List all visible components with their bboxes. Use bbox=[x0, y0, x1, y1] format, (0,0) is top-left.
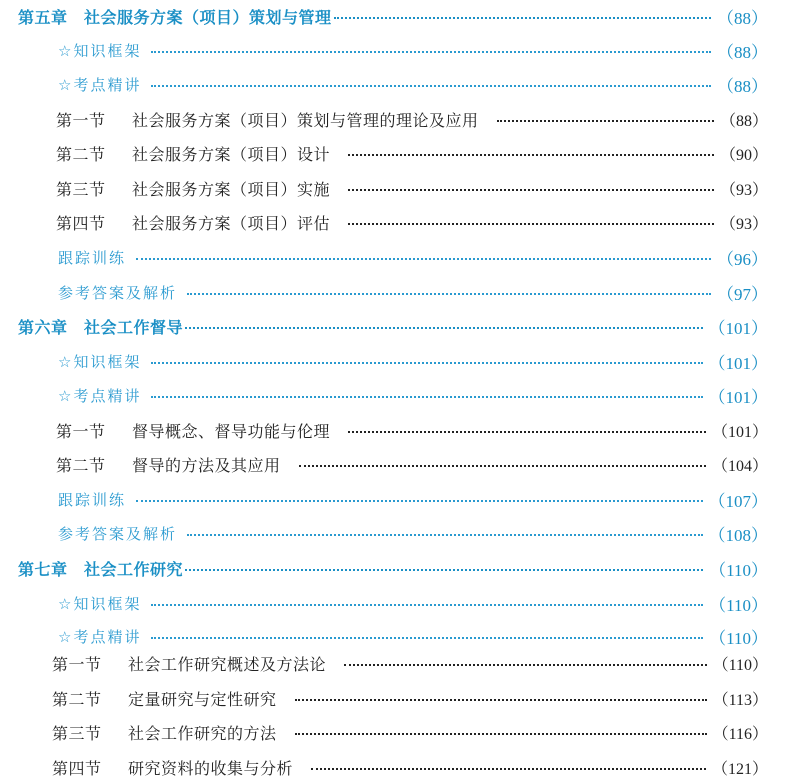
page-number: （88） bbox=[717, 76, 768, 96]
page-number: （104） bbox=[711, 457, 768, 475]
page-number: （93） bbox=[719, 215, 768, 233]
toc-sub-row[interactable] bbox=[0, 277, 790, 307]
toc-section-row[interactable] bbox=[0, 717, 790, 747]
page-number: （110） bbox=[712, 656, 768, 674]
section-number: 第四节 bbox=[52, 758, 102, 778]
page-number: （88） bbox=[717, 8, 768, 28]
section-title bbox=[56, 108, 479, 131]
page-number: （110） bbox=[709, 560, 768, 580]
toc-sub-row[interactable] bbox=[0, 621, 790, 651]
page-number: （113） bbox=[712, 691, 768, 709]
dot-leader bbox=[151, 85, 711, 87]
section-name: 社会服务方案（项目）设计 bbox=[132, 144, 331, 164]
section-title bbox=[52, 652, 326, 675]
page-number: （101） bbox=[708, 387, 768, 407]
toc-sub-row[interactable] bbox=[0, 35, 790, 65]
page-number: （101） bbox=[711, 423, 768, 441]
sub-entry-label: 跟踪训练 bbox=[58, 248, 127, 267]
dot-leader bbox=[348, 223, 714, 225]
toc-section-row[interactable] bbox=[0, 415, 790, 445]
dot-leader bbox=[348, 154, 714, 156]
section-name: 定量研究与定性研究 bbox=[128, 689, 277, 709]
section-number: 第三节 bbox=[52, 723, 102, 743]
sub-entry-label: 参考答案及解析 bbox=[58, 283, 178, 302]
toc-section-row[interactable] bbox=[0, 173, 790, 203]
section-name: 研究资料的收集与分析 bbox=[128, 758, 294, 778]
toc-section-row[interactable] bbox=[0, 104, 790, 134]
page-number: （93） bbox=[719, 181, 768, 199]
section-number: 第二节 bbox=[56, 144, 106, 164]
page-number: （88） bbox=[719, 112, 768, 130]
toc-chapter-row[interactable] bbox=[0, 553, 790, 583]
toc-section-row[interactable] bbox=[0, 449, 790, 479]
toc-sub-row[interactable] bbox=[0, 518, 790, 548]
dot-leader bbox=[295, 699, 707, 701]
toc-section-row[interactable] bbox=[0, 207, 790, 237]
sub-entry-label: ☆知识框架 bbox=[58, 352, 142, 371]
section-title bbox=[52, 687, 277, 710]
dot-leader bbox=[151, 604, 703, 606]
toc-sub-row[interactable] bbox=[0, 346, 790, 376]
dot-leader bbox=[497, 120, 714, 122]
section-number: 第二节 bbox=[56, 455, 106, 475]
dot-leader bbox=[136, 500, 702, 502]
page-number: （110） bbox=[709, 595, 768, 615]
sub-entry-label: ☆知识框架 bbox=[58, 594, 142, 613]
toc-chapter-row[interactable] bbox=[0, 1, 790, 31]
dot-leader bbox=[151, 51, 711, 53]
section-name: 督导概念、督导功能与伦理 bbox=[132, 421, 331, 441]
dot-leader bbox=[348, 189, 714, 191]
toc-section-row[interactable] bbox=[0, 752, 790, 782]
dot-leader bbox=[151, 637, 703, 639]
section-name: 社会服务方案（项目）策划与管理的理论及应用 bbox=[132, 110, 479, 130]
page-number: （88） bbox=[717, 42, 768, 62]
chapter-title: 第六章 社会工作督导 bbox=[18, 319, 184, 337]
sub-entry-label: 跟踪训练 bbox=[58, 490, 127, 509]
sub-entry-label: ☆考点精讲 bbox=[58, 75, 142, 94]
dot-leader bbox=[151, 362, 702, 364]
page-number: （90） bbox=[719, 146, 768, 164]
dot-leader bbox=[344, 664, 707, 666]
toc-sub-row[interactable] bbox=[0, 588, 790, 618]
section-number: 第一节 bbox=[56, 110, 106, 130]
page-number: （107） bbox=[708, 491, 768, 511]
page-number: （108） bbox=[708, 525, 768, 545]
section-number: 第一节 bbox=[52, 654, 102, 674]
sub-entry-label: ☆考点精讲 bbox=[58, 386, 142, 405]
toc-sub-row[interactable] bbox=[0, 69, 790, 99]
section-title bbox=[56, 419, 330, 442]
toc-section-row[interactable] bbox=[0, 648, 790, 678]
dot-leader bbox=[151, 396, 702, 398]
section-number: 第二节 bbox=[52, 689, 102, 709]
dot-leader bbox=[187, 534, 702, 536]
dot-leader bbox=[334, 17, 711, 19]
page-number: （110） bbox=[709, 628, 768, 648]
page-number: （101） bbox=[708, 318, 768, 338]
toc-chapter-row[interactable] bbox=[0, 311, 790, 341]
dot-leader bbox=[185, 569, 703, 571]
dot-leader bbox=[348, 431, 706, 433]
page-number: （97） bbox=[717, 284, 768, 304]
chapter-title: 第七章 社会工作研究 bbox=[18, 561, 184, 579]
section-name: 社会工作研究概述及方法论 bbox=[128, 654, 327, 674]
section-number: 第四节 bbox=[56, 213, 106, 233]
toc-sub-row[interactable] bbox=[0, 242, 790, 272]
section-name: 社会服务方案（项目）实施 bbox=[132, 179, 331, 199]
section-number: 第一节 bbox=[56, 421, 106, 441]
dot-leader bbox=[295, 733, 707, 735]
section-title bbox=[56, 177, 330, 200]
sub-entry-label: 参考答案及解析 bbox=[58, 524, 178, 543]
toc-sub-row[interactable] bbox=[0, 380, 790, 410]
toc-section-row[interactable] bbox=[0, 683, 790, 713]
dot-leader bbox=[185, 327, 702, 329]
toc-sub-row[interactable] bbox=[0, 484, 790, 514]
section-name: 社会工作研究的方法 bbox=[128, 723, 277, 743]
section-title bbox=[56, 453, 281, 476]
page-number: （101） bbox=[708, 353, 768, 373]
section-title bbox=[52, 756, 293, 779]
dot-leader bbox=[299, 465, 706, 467]
dot-leader bbox=[311, 768, 706, 770]
page-number: （96） bbox=[717, 249, 768, 269]
section-name: 督导的方法及其应用 bbox=[132, 455, 281, 475]
section-name: 社会服务方案（项目）评估 bbox=[132, 213, 331, 233]
section-number: 第三节 bbox=[56, 179, 106, 199]
chapter-title: 第五章 社会服务方案（项目）策划与管理 bbox=[18, 9, 332, 27]
sub-entry-label: ☆考点精讲 bbox=[58, 627, 142, 646]
section-title bbox=[56, 211, 330, 234]
toc-section-row[interactable] bbox=[0, 138, 790, 168]
sub-entry-label: ☆知识框架 bbox=[58, 41, 142, 60]
section-title bbox=[52, 721, 277, 744]
page-number: （121） bbox=[711, 760, 768, 778]
page-number: （116） bbox=[712, 725, 768, 743]
dot-leader bbox=[136, 258, 711, 260]
dot-leader bbox=[187, 293, 711, 295]
section-title bbox=[56, 142, 330, 165]
